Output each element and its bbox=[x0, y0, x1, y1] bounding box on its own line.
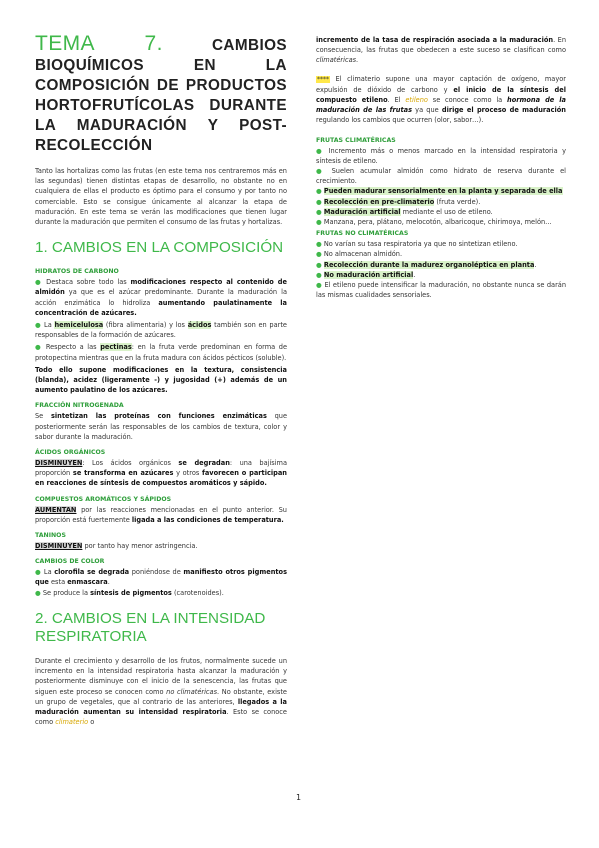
climatericas-heading: FRUTAS CLIMATÉRICAS bbox=[316, 136, 396, 144]
page-number: 1 bbox=[296, 793, 302, 802]
bullet-icon: ● bbox=[316, 270, 322, 279]
color-heading: CAMBIOS DE COLOR bbox=[35, 558, 105, 566]
aromaticos-paragraph: AUMENTAN por las reacciones mencionadas en el punto anterior. Su proporción está fuertemente ligada a las condiciones de temperatura. bbox=[35, 505, 287, 524]
hidratos-summary: Todo ello supone modificaciones en la textura, consistencia (blanda), acidez (ligeramente -) y jugosidad (+) además de un aumento paulatino de los azúcares. bbox=[35, 365, 287, 395]
bullet-icon: ● bbox=[316, 250, 322, 259]
noclimatericas-item-1: ● No varían su tasa respiratoria ya que no sintetizan etileno. bbox=[316, 240, 518, 249]
section2-paragraph: Durante el crecimiento y desarrollo de los frutos, normalmente sucede un incremento en la intensidad respiratoria hasta alcanzar la maduración y posteriormente disminuye con el inicio de la senescencia, las frutas que siguen este proceso se conocen como no climatéricas. No obstante, existe un grupo de vegetales, que al contrario de las anteriores, llegados a la maduración aumentan su intensidad respiratoria. Esto se conoce como climaterio o bbox=[35, 656, 288, 727]
climaterio-continuation: incremento de la tasa de respiración asociada a la maduración. En consecuencia, las frutas que obedecen a este suceso se clasifican como climatéricas. bbox=[316, 36, 567, 65]
bullet-icon: ● bbox=[316, 240, 322, 249]
bullet-icon: ● bbox=[35, 278, 43, 287]
etileno-paragraph: **** El climaterio supone una mayor captación de oxígeno, mayor expulsión de dióxido de carbono y el inicio de la síntesis del compuesto etileno. El etileno se conoce como la hormona de la maduración de las frutas ya que dirige el proceso de maduración regulando los cambios que ocurren (olor, sabor…). bbox=[316, 74, 566, 125]
bullet-icon: ● bbox=[316, 167, 326, 176]
bullet-icon: ● bbox=[316, 146, 325, 155]
nitrogenada-paragraph: Se sintetizan las proteínas con funciones enzimáticas que posteriormente serán las responsables de los cambios de textura, color y sabor durante la maduración. bbox=[35, 412, 288, 441]
title-text: CAMBIOS BIOQUÍMICOS EN LA COMPOSICIÓN DE PRODUCTOS HORTOFRUTÍCOLAS DURANTE LA MADURACIÓN Y POST-RECOLECCIÓN bbox=[35, 37, 288, 154]
bullet-icon: ● bbox=[35, 321, 42, 330]
intro-paragraph: Tanto las hortalizas como las frutas (en este tema nos centraremos más en las segundas) tienen distintas etapas de desarrollo, no obstante no en cualquiera de ellas el producto es óptimo para el consumo y por tanto no comerciable. Esto se consigue únicamente al alcanzar la etapa de maduración. En este tema se verán las modificaciones que tienen lugar durante la maduración que permiten el consumo de las frutas y hortalizas. bbox=[35, 167, 287, 227]
left-column bbox=[35, 34, 287, 727]
section2-heading: 2. CAMBIOS EN LA INTENSIDAD RESPIRATORIA bbox=[35, 609, 266, 645]
climatericas-item-5: ● Maduración artificial mediante el uso de etileno. bbox=[316, 207, 493, 216]
nitrogenada-heading: FRACCIÓN NITROGENADA bbox=[35, 402, 124, 410]
bullet-icon: ● bbox=[316, 207, 322, 216]
hidratos-heading: HIDRATOS DE CARBONO bbox=[35, 268, 119, 276]
title-prefix: TEMA 7. bbox=[35, 32, 163, 55]
bullet-icon: ● bbox=[316, 218, 322, 227]
climatericas-item-2: ● Suelen acumular almidón como hidrato de reserva durante el crecimiento. bbox=[316, 167, 566, 186]
bullet-icon: ● bbox=[35, 343, 43, 352]
color-paragraph-1: ● La clorofila se degrada poniéndose de manifiesto otros pigmentos que esta enmascara. bbox=[35, 568, 287, 587]
noclimatericas-heading: FRUTAS NO CLIMATÉRICAS bbox=[316, 230, 409, 238]
star-marker-icon: **** bbox=[317, 75, 329, 83]
climatericas-item-4: ● Recolección en pre-climaterio (fruta verde). bbox=[316, 197, 481, 206]
page-title bbox=[35, 34, 287, 156]
hidratos-paragraph-2: ● La hemicelulosa (fibra alimentaria) y los ácidos también son en parte responsables de la formación de azúcares. bbox=[35, 321, 287, 340]
climatericas-item-1: ● Incremento más o menos marcado en la intensidad respiratoria y síntesis de etileno. bbox=[316, 146, 566, 165]
aromaticos-heading: COMPUESTOS AROMÁTICOS Y SÁPIDOS bbox=[35, 495, 172, 503]
noclimatericas-item-3: ● Recolección durante la madurez organoléptica en planta. bbox=[316, 260, 537, 269]
acidos-paragraph: DISMINUYEN: Los ácidos orgánicos se degradan: una bajísima proporción se transforma en azúcares y otros favorecen o participan en reacciones de síntesis de compuestos aromáticos y sápido. bbox=[35, 459, 288, 488]
color-paragraph-2: ● Se produce la síntesis de pigmentos (carotenoides). bbox=[35, 588, 224, 597]
hidratos-paragraph-3: ● Respecto a las pectinas: en la fruta verde predominan en forma de protopectina mientras que en la fruta madura con ácidos pécticos (soluble). bbox=[35, 343, 287, 362]
climatericas-item-3: ● Pueden madurar sensorialmente en la planta y separada de ella bbox=[316, 187, 563, 196]
noclimatericas-item-4: ● No maduración artificial. bbox=[316, 270, 416, 279]
bullet-icon: ● bbox=[316, 197, 322, 206]
bullet-icon: ● bbox=[316, 260, 322, 269]
noclimatericas-item-2: ● No almacenan almidón. bbox=[316, 250, 403, 259]
right-column bbox=[316, 35, 566, 300]
hidratos-paragraph-1: ● Destaca sobre todo las modificaciones respecto al contenido de almidón ya que es el azúcar predominante. Durante la maduración la acción enzimática lo hidroliza aumentando paulatinamente la concentración de azúcares. bbox=[35, 278, 287, 317]
bullet-icon: ● bbox=[316, 281, 323, 290]
bullet-icon: ● bbox=[35, 588, 41, 597]
taninos-heading: TANINOS bbox=[35, 532, 66, 540]
climatericas-item-6: ● Manzana, pera, plátano, melocotón, albaricoque, chirimoya, melón… bbox=[316, 218, 552, 227]
noclimatericas-item-5: ● El etileno puede intensificar la maduración, no obstante nunca se darán las mismas cualidades sensoriales. bbox=[316, 281, 566, 300]
bullet-icon: ● bbox=[35, 568, 42, 577]
taninos-paragraph: DISMINUYEN por tanto hay menor astringencia. bbox=[35, 542, 198, 551]
section1-heading: 1. CAMBIOS EN LA COMPOSICIÓN bbox=[35, 239, 284, 257]
acidos-heading: ÁCIDOS ORGÁNICOS bbox=[35, 449, 106, 457]
bullet-icon: ● bbox=[316, 187, 322, 196]
